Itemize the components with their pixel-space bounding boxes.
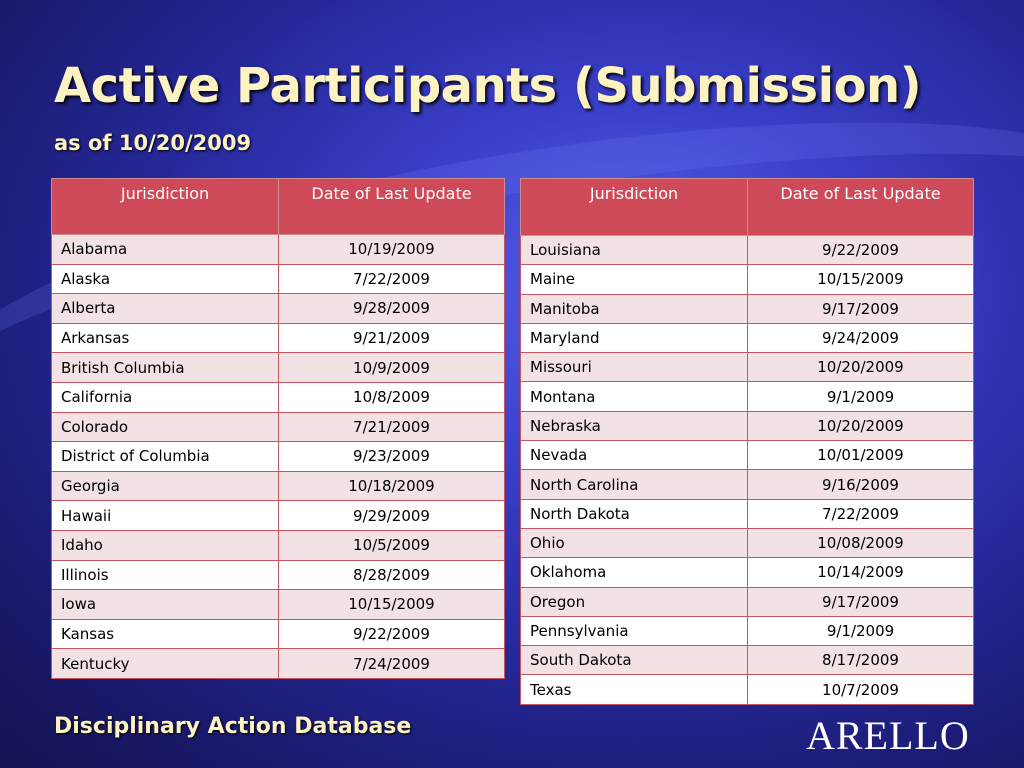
jurisdiction-cell: Pennsylvania xyxy=(521,616,748,645)
table-row xyxy=(521,558,974,587)
last-update-cell: 10/15/2009 xyxy=(279,590,505,620)
last-update-cell: 10/18/2009 xyxy=(279,471,505,501)
jurisdiction-cell: Missouri xyxy=(521,353,748,382)
column-header-jurisdiction: Jurisdiction xyxy=(52,179,279,235)
table-row xyxy=(52,264,505,294)
jurisdiction-cell: Kentucky xyxy=(52,649,279,679)
jurisdiction-cell: Colorado xyxy=(52,412,279,442)
last-update-cell: 9/22/2009 xyxy=(279,619,505,649)
last-update-cell: 9/29/2009 xyxy=(279,501,505,531)
table-row xyxy=(521,441,974,470)
last-update-cell: 10/20/2009 xyxy=(748,411,974,440)
table-row xyxy=(52,323,505,353)
last-update-cell: 10/01/2009 xyxy=(748,441,974,470)
jurisdiction-cell: Oregon xyxy=(521,587,748,616)
last-update-cell: 8/28/2009 xyxy=(279,560,505,590)
last-update-cell: 7/21/2009 xyxy=(279,412,505,442)
table-row xyxy=(521,616,974,645)
jurisdiction-cell: Louisiana xyxy=(521,236,748,265)
jurisdiction-cell: Alberta xyxy=(52,294,279,324)
jurisdiction-cell: Illinois xyxy=(52,560,279,590)
table-row xyxy=(521,411,974,440)
jurisdiction-cell: Ohio xyxy=(521,528,748,557)
table-row xyxy=(52,412,505,442)
table-row xyxy=(521,499,974,528)
table-row xyxy=(52,442,505,472)
jurisdiction-cell: Montana xyxy=(521,382,748,411)
jurisdiction-cell: Alabama xyxy=(52,235,279,265)
table-row xyxy=(521,353,974,382)
slide-title: Active Participants (Submission) xyxy=(54,58,922,114)
table-row xyxy=(52,382,505,412)
last-update-cell: 9/23/2009 xyxy=(279,442,505,472)
table-row xyxy=(52,471,505,501)
table-row xyxy=(52,353,505,383)
last-update-cell: 9/1/2009 xyxy=(748,616,974,645)
last-update-cell: 9/1/2009 xyxy=(748,382,974,411)
table-row xyxy=(52,649,505,679)
last-update-cell: 9/24/2009 xyxy=(748,323,974,352)
last-update-cell: 10/9/2009 xyxy=(279,353,505,383)
column-header-date: Date of Last Update xyxy=(748,179,974,236)
table-header-row xyxy=(521,179,974,236)
table-row xyxy=(52,560,505,590)
last-update-cell: 10/14/2009 xyxy=(748,558,974,587)
table-row xyxy=(521,236,974,265)
table-row xyxy=(521,265,974,294)
table-row xyxy=(52,294,505,324)
participants-table-left xyxy=(51,178,505,679)
jurisdiction-cell: Maine xyxy=(521,265,748,294)
table-row xyxy=(52,235,505,265)
table-row xyxy=(52,501,505,531)
table-row xyxy=(521,323,974,352)
table-header-row xyxy=(52,179,505,235)
last-update-cell: 10/5/2009 xyxy=(279,530,505,560)
jurisdiction-cell: Georgia xyxy=(52,471,279,501)
jurisdiction-cell: District of Columbia xyxy=(52,442,279,472)
jurisdiction-cell: California xyxy=(52,382,279,412)
last-update-cell: 7/22/2009 xyxy=(279,264,505,294)
last-update-cell: 9/17/2009 xyxy=(748,587,974,616)
last-update-cell: 10/08/2009 xyxy=(748,528,974,557)
jurisdiction-cell: North Carolina xyxy=(521,470,748,499)
jurisdiction-cell: Texas xyxy=(521,675,748,704)
table-row xyxy=(521,587,974,616)
table-row xyxy=(52,619,505,649)
slide-subtitle: as of 10/20/2009 xyxy=(54,131,252,155)
table-row xyxy=(52,530,505,560)
last-update-cell: 10/8/2009 xyxy=(279,382,505,412)
table-row xyxy=(521,675,974,704)
column-header-date: Date of Last Update xyxy=(279,179,505,235)
last-update-cell: 10/15/2009 xyxy=(748,265,974,294)
table-row xyxy=(521,528,974,557)
table-row xyxy=(521,294,974,323)
last-update-cell: 9/21/2009 xyxy=(279,323,505,353)
last-update-cell: 7/22/2009 xyxy=(748,499,974,528)
jurisdiction-cell: Maryland xyxy=(521,323,748,352)
last-update-cell: 9/28/2009 xyxy=(279,294,505,324)
jurisdiction-cell: South Dakota xyxy=(521,646,748,675)
jurisdiction-cell: Oklahoma xyxy=(521,558,748,587)
footer-text: Disciplinary Action Database xyxy=(54,714,412,739)
last-update-cell: 9/16/2009 xyxy=(748,470,974,499)
last-update-cell: 9/17/2009 xyxy=(748,294,974,323)
jurisdiction-cell: Nevada xyxy=(521,441,748,470)
jurisdiction-cell: Nebraska xyxy=(521,411,748,440)
jurisdiction-cell: Alaska xyxy=(52,264,279,294)
jurisdiction-cell: British Columbia xyxy=(52,353,279,383)
last-update-cell: 9/22/2009 xyxy=(748,236,974,265)
table-row xyxy=(521,382,974,411)
last-update-cell: 10/7/2009 xyxy=(748,675,974,704)
jurisdiction-cell: Arkansas xyxy=(52,323,279,353)
column-header-jurisdiction: Jurisdiction xyxy=(521,179,748,236)
table-row xyxy=(521,470,974,499)
jurisdiction-cell: Iowa xyxy=(52,590,279,620)
last-update-cell: 8/17/2009 xyxy=(748,646,974,675)
jurisdiction-cell: Manitoba xyxy=(521,294,748,323)
table-row xyxy=(52,590,505,620)
jurisdiction-cell: North Dakota xyxy=(521,499,748,528)
last-update-cell: 10/20/2009 xyxy=(748,353,974,382)
table-row xyxy=(521,646,974,675)
jurisdiction-cell: Idaho xyxy=(52,530,279,560)
arello-logo: ARELLO xyxy=(806,713,970,758)
last-update-cell: 10/19/2009 xyxy=(279,235,505,265)
jurisdiction-cell: Kansas xyxy=(52,619,279,649)
jurisdiction-cell: Hawaii xyxy=(52,501,279,531)
last-update-cell: 7/24/2009 xyxy=(279,649,505,679)
participants-table-right xyxy=(520,178,974,705)
